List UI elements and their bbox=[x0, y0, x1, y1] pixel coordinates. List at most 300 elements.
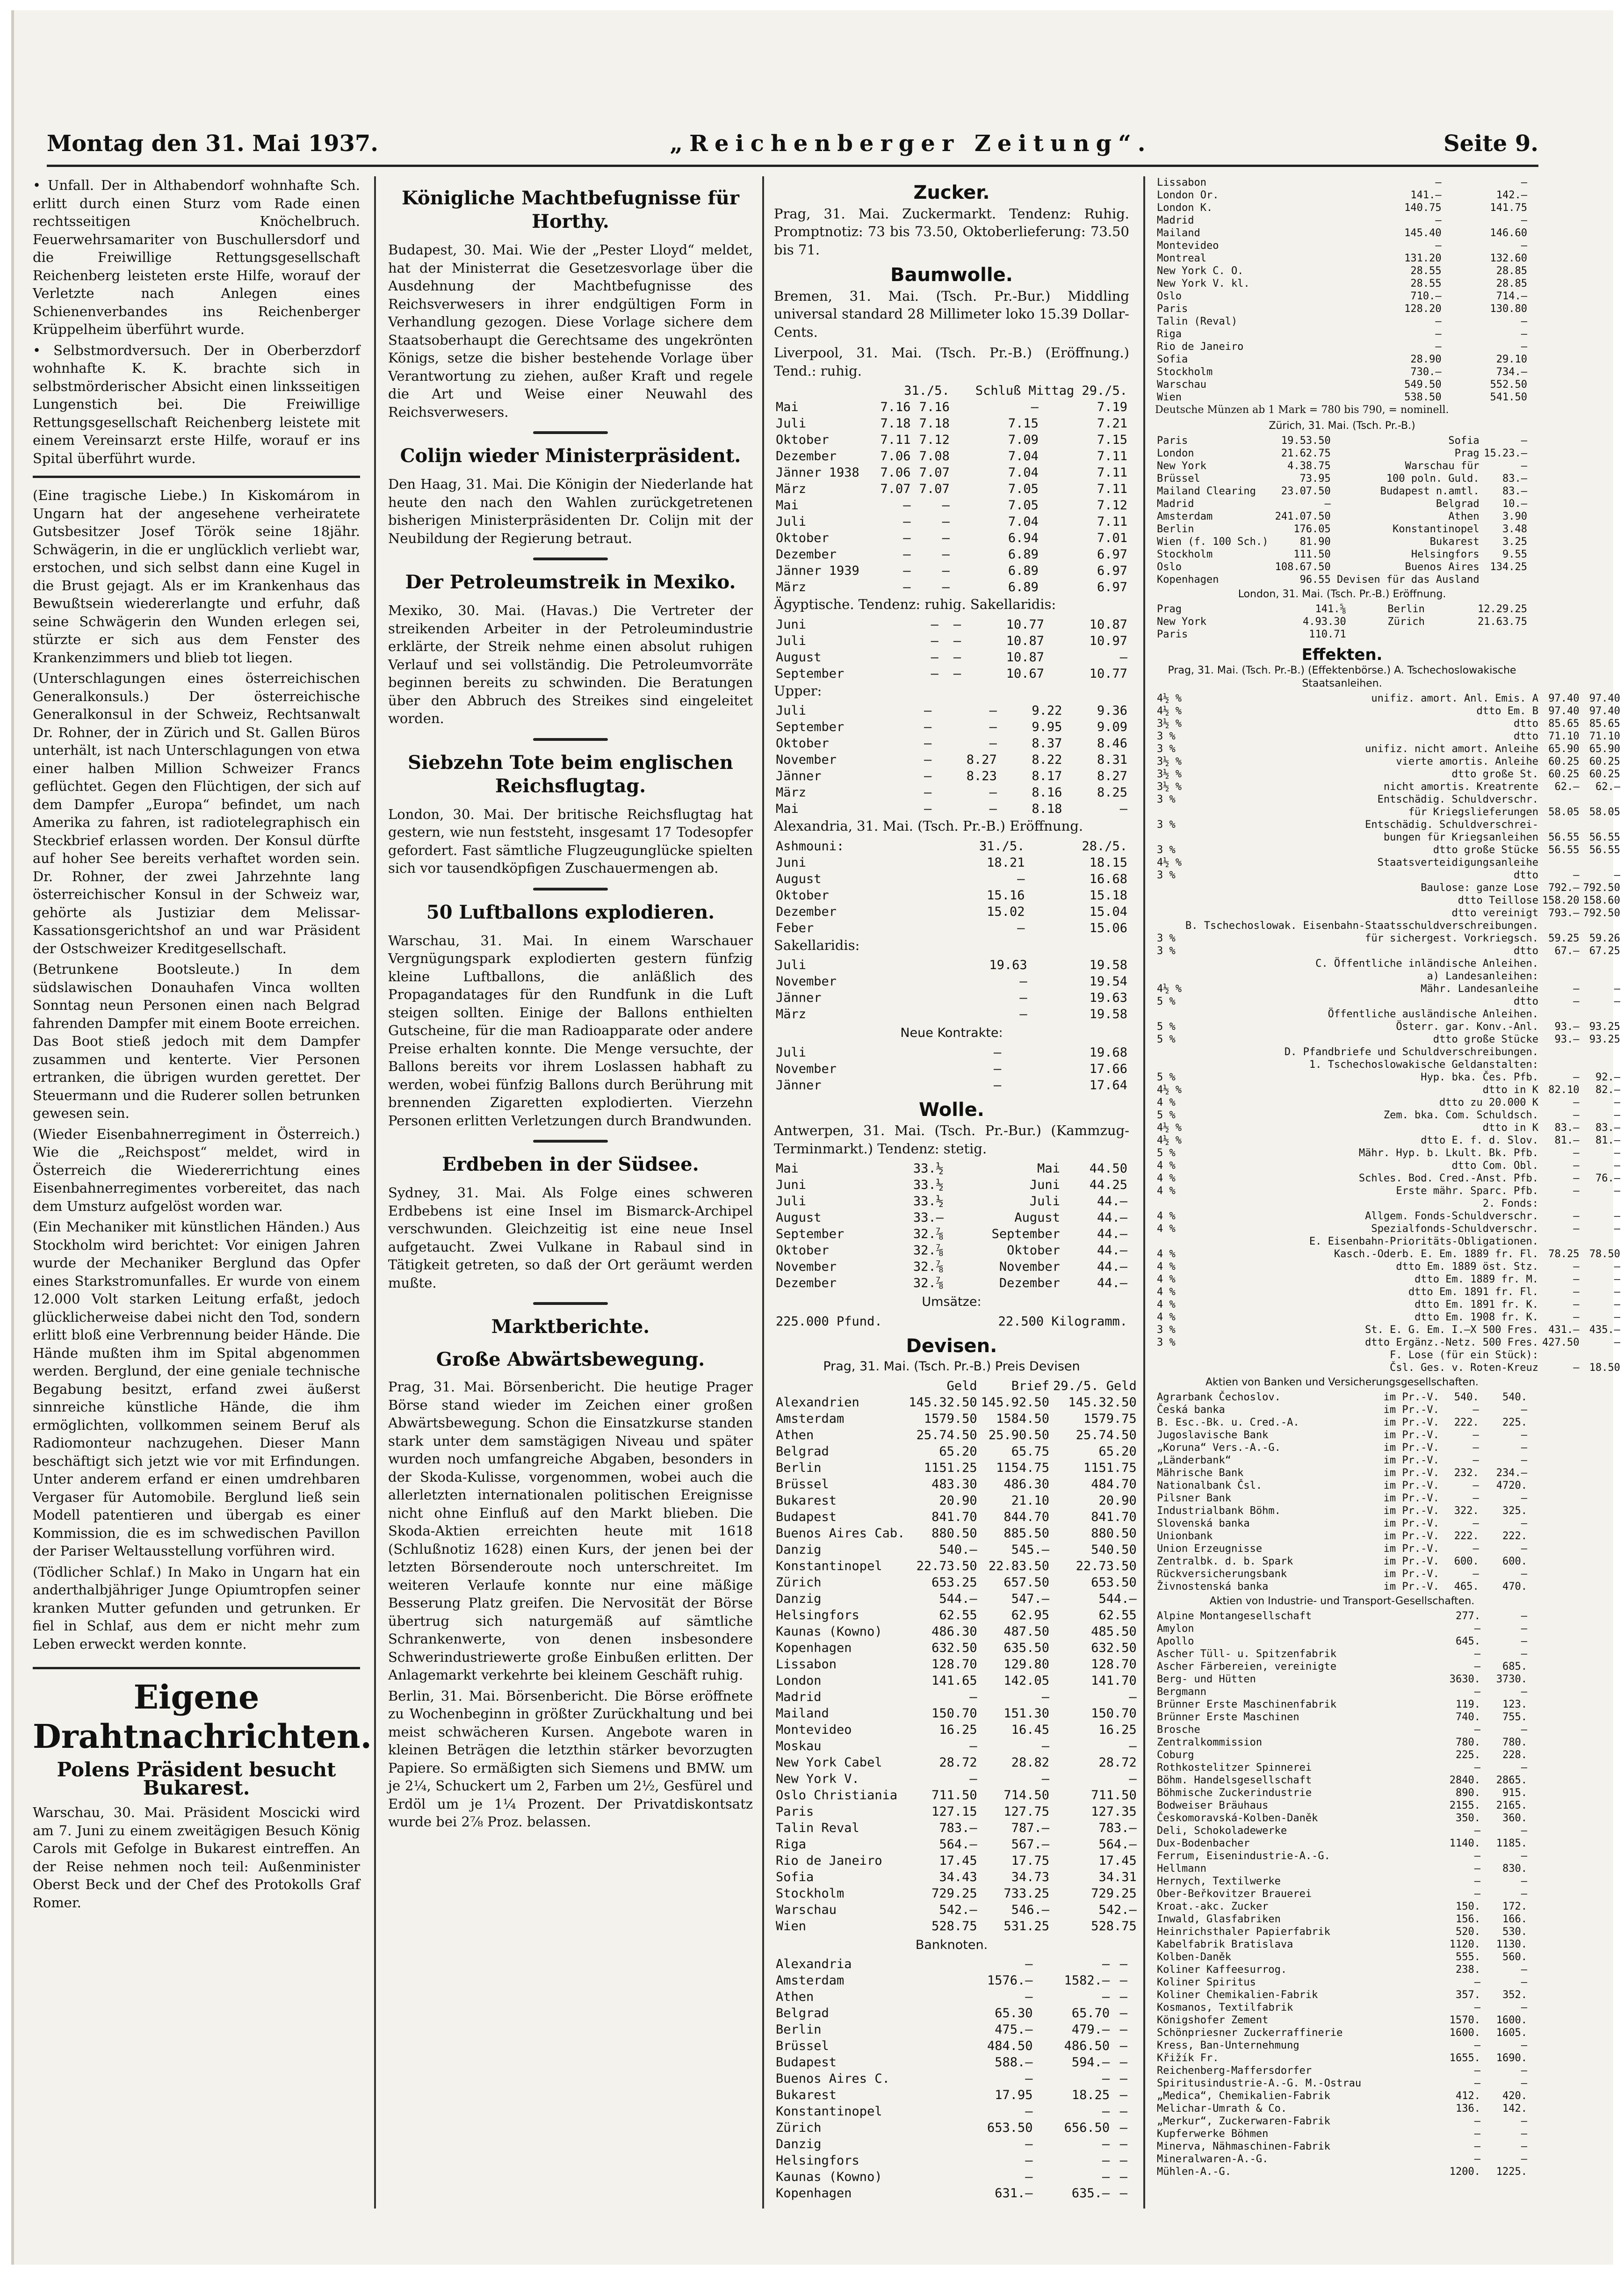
table-cell: Mährische Bank bbox=[1157, 1467, 1244, 1479]
table-cell: Helsingfors bbox=[1411, 549, 1480, 560]
table-header: 29./5. Geld bbox=[1053, 1378, 1137, 1393]
table-cell: — bbox=[1573, 1299, 1580, 1311]
table-cell: — bbox=[1041, 1738, 1049, 1753]
table-row bbox=[774, 1972, 1129, 1989]
table-row bbox=[1155, 692, 1622, 705]
table-cell: — bbox=[1474, 2153, 1480, 2165]
table-cell: 33.½ bbox=[913, 1194, 944, 1209]
table-cell: Melichar-Umrath & Co. bbox=[1157, 2103, 1287, 2115]
table-cell: 60.25 bbox=[1589, 768, 1620, 780]
table-cell: 600. bbox=[1454, 1556, 1479, 1567]
table-cell: dtto Em. 1889 fr. M. bbox=[1415, 1274, 1538, 1285]
table-cell: 7.07 bbox=[919, 465, 950, 480]
table-cell: 560. bbox=[1502, 1951, 1527, 1963]
table-cell: — bbox=[1102, 1957, 1110, 1971]
section-title-wolle: Wolle. bbox=[919, 1099, 984, 1121]
table-cell: Erste mähr. Sparc. Pfb. bbox=[1396, 1185, 1538, 1197]
table-row bbox=[1155, 1673, 1529, 1686]
table-row bbox=[1155, 239, 1529, 252]
article-eisenbahnerregiment: (Wieder Eisenbahnerregiment in Österreich.) Wie die „Reichspost“ meldet, wird in Österreich die Wiedererrichtung eines Eisenbahnerregimentes vorbereitet, das nach dem Umsturz aufgelöst worden war. bbox=[33, 1126, 360, 1214]
table-cell: Brüssel bbox=[776, 2039, 829, 2053]
table-cell bbox=[1540, 856, 1581, 869]
table-cell: 93.25 bbox=[1589, 1034, 1620, 1045]
table-cell: 172. bbox=[1502, 1901, 1527, 1912]
table-cell: 711.50 bbox=[1091, 1788, 1137, 1803]
table-row bbox=[774, 649, 1129, 666]
table-cell: 59.26 bbox=[1589, 933, 1620, 944]
table-row bbox=[1155, 447, 1529, 460]
table-row bbox=[1155, 1492, 1529, 1505]
table-row bbox=[1155, 378, 1529, 391]
table-row bbox=[774, 1918, 1139, 1934]
table-cell: — bbox=[1017, 871, 1025, 886]
table-cell: 6.89 bbox=[1008, 564, 1039, 578]
table-cell: 129.80 bbox=[1003, 1657, 1049, 1672]
table-row bbox=[1155, 1298, 1622, 1311]
table-row bbox=[1155, 265, 1529, 277]
article-prager-boerse: Prag, 31. Mai. Börsenbericht. Die heutige Prager Börse stand wieder im Zeichen einer großen Abwärtsbewegung. Schon die Einsatzkurse standen stark unter dem samstägigen Niveau und später wurden noch umfangreiche Abgaben, besonders in der Skoda-Kulisse, vorgenommen, wobei auch die allerletzten internationalen politischen Ereignisse nicht ohne Einfluß auf den Markt blieben. Die Skoda-Aktien erreichten heute mit 1618 (Schlußnotiz 1628) einen Kurs, der jenen bei der letzten Börsenderoute noch unterschreitet. Im weiteren Verlaufe konnte nur eine mäßige Besserung Platz greifen. Die Nervosität der Börse übertrug sich naturgemäß auf sämtliche Schrankenwerte, von denen insbesondere Schwerindustriewerte große Einbußen erlitten. Der Anlagemarkt verkehrte bei kleinem Geschäft ruhig. bbox=[388, 1379, 753, 1683]
table-cell bbox=[1155, 806, 1184, 818]
table-cell: 552.50 bbox=[1490, 379, 1527, 391]
table-cell: 76.— bbox=[1595, 1173, 1620, 1184]
table-cell: 7.16 bbox=[919, 400, 950, 414]
table-cell: 632.50 bbox=[1091, 1640, 1137, 1655]
table-cell: — bbox=[942, 498, 950, 513]
table-row bbox=[774, 1542, 1139, 1558]
table-cell: Oslo Christiania bbox=[776, 1788, 898, 1803]
table-row bbox=[774, 633, 1129, 649]
table-cell: 1579.75 bbox=[1083, 1411, 1137, 1426]
table-cell: 479.— bbox=[1071, 2022, 1110, 2037]
table-cell: Athen bbox=[776, 1427, 814, 1442]
table-cell: 19.68 bbox=[1089, 1045, 1127, 1060]
table-cell: im Pr.-V. bbox=[1383, 1492, 1439, 1504]
table-row bbox=[1155, 730, 1622, 743]
table-cell: 44.25 bbox=[1089, 1178, 1127, 1192]
table-cell: 657.50 bbox=[1003, 1575, 1049, 1590]
table-cell: — bbox=[1521, 1648, 1527, 1660]
table-cell: 3 % bbox=[1157, 1337, 1176, 1348]
table-cell: — bbox=[953, 633, 961, 648]
table-cell: — bbox=[1435, 341, 1442, 353]
table-cell: 4 % bbox=[1157, 1299, 1176, 1311]
table-cell: Berlin bbox=[776, 2022, 822, 2037]
table-cell: 4 % bbox=[1157, 1210, 1176, 1222]
table-cell: — bbox=[1472, 1492, 1479, 1504]
table-row bbox=[1155, 1467, 1529, 1479]
table-cell: 241.07.50 bbox=[1275, 511, 1331, 522]
table-cell: 56.55 bbox=[1548, 844, 1580, 856]
table-cell: 729.25 bbox=[1091, 1886, 1137, 1901]
table-cell: 530. bbox=[1502, 1926, 1527, 1938]
table-cell: 65.30 bbox=[995, 2006, 1033, 2021]
table-row bbox=[774, 1411, 1139, 1427]
table-cell: „Koruna“ Vers.-A.-G. bbox=[1157, 1442, 1281, 1454]
table-cell: Budapest bbox=[776, 1509, 837, 1524]
table-cell: Čsl. Ges. v. Roten-Kreuz bbox=[1390, 1362, 1538, 1374]
table-cell: 538.50 bbox=[1404, 391, 1442, 403]
table-cell: 158.60 bbox=[1583, 895, 1620, 906]
headline-erdbeben: Erdbeben in der Südsee. bbox=[442, 1153, 699, 1175]
table-cell: 17.64 bbox=[1089, 1078, 1127, 1093]
table-cell: dtto Em. 1889 öst. Stz. bbox=[1396, 1261, 1538, 1273]
table-row bbox=[1155, 1825, 1529, 1837]
newspaper-page bbox=[11, 10, 1620, 2265]
table-cell: 3630. bbox=[1449, 1673, 1480, 1685]
article-bootsleute: (Betrunkene Bootsleute.) In dem südslawischen Donauhafen Vinca wollten Sonntag neun Personen einen nach Belgrad fahrenden Dampfer mit einem Boote erreichen. Das Boot stieß jedoch mit dem Dampfer zusammen und kenterte. Vier Personen ertranken, die übrigen wurden gerettet. Der Steuermann und die Ruderer sollen betrunken gewesen sein. bbox=[33, 961, 360, 1121]
table-cell: — bbox=[1474, 1762, 1480, 1774]
table-cell: — bbox=[1521, 1876, 1527, 1887]
table-cell: — bbox=[931, 617, 938, 632]
table-cell: 4 % bbox=[1157, 1160, 1176, 1172]
table-cell: 56.55 bbox=[1589, 832, 1620, 843]
table-cell: Mähr. Landesanleihe bbox=[1421, 983, 1538, 995]
table-row bbox=[774, 2005, 1129, 2021]
table-cell: — bbox=[1472, 1518, 1479, 1529]
table-cell: Ferrum, Eisenindustrie-A.-G. bbox=[1157, 1850, 1330, 1862]
table-cell: 78.50 bbox=[1589, 1248, 1620, 1260]
table-row bbox=[774, 530, 1129, 546]
table-row bbox=[1155, 983, 1622, 995]
table-row bbox=[774, 784, 1129, 801]
table-cell: 7.19 bbox=[1097, 400, 1127, 414]
table-cell: 4 % bbox=[1157, 1097, 1176, 1108]
table-cell: 542.— bbox=[939, 1902, 977, 1917]
table-cell: 7.04 bbox=[1008, 465, 1039, 480]
table-cell: — bbox=[1019, 991, 1027, 1005]
table-row bbox=[1155, 1555, 1529, 1568]
table-row bbox=[1155, 1951, 1529, 1963]
page-header bbox=[47, 123, 1538, 167]
table-cell: Stockholm bbox=[1157, 366, 1213, 378]
table-cell: „Länderbank“ bbox=[1157, 1455, 1231, 1466]
table-cell: 9.09 bbox=[1097, 720, 1127, 734]
table-cell: 7.05 bbox=[1008, 482, 1039, 496]
table-cell: — bbox=[989, 703, 997, 718]
table-cell: 56.55 bbox=[1548, 832, 1580, 843]
table-cell: — bbox=[1521, 328, 1527, 340]
table-cell: 28.85 bbox=[1496, 278, 1527, 290]
table-cell: Spezialfonds-Schuldverschr. bbox=[1371, 1223, 1538, 1235]
table-row bbox=[1155, 1622, 1529, 1635]
table-cell bbox=[1540, 970, 1581, 983]
table-row bbox=[1155, 523, 1529, 536]
neue-kontrakte-table bbox=[774, 1044, 1129, 1094]
table-cell: 486.30 bbox=[931, 1624, 977, 1639]
table-cell: 59.25 bbox=[1548, 933, 1580, 944]
table-cell: 44.— bbox=[1097, 1260, 1127, 1274]
table-cell: Entschädig. Schuldverschr. bbox=[1377, 794, 1538, 805]
table-row bbox=[774, 1989, 1129, 2005]
table-cell: Bukarest bbox=[776, 2088, 837, 2102]
table-cell: Českomoravská-Kolben-Daněk bbox=[1157, 1812, 1318, 1824]
table-cell: — bbox=[1435, 177, 1442, 188]
banknoten-table bbox=[774, 1956, 1129, 2202]
table-cell: — bbox=[1614, 1185, 1620, 1197]
table-row bbox=[1155, 1260, 1622, 1273]
table-cell: Warschau für bbox=[1405, 460, 1480, 472]
table-cell: — bbox=[924, 736, 932, 751]
table-row bbox=[1155, 1517, 1529, 1530]
table-row bbox=[1155, 1185, 1622, 1197]
table-row bbox=[1155, 214, 1529, 227]
table-cell: Sofia bbox=[776, 1869, 814, 1884]
table-cell: 85.65 bbox=[1589, 718, 1620, 730]
liverpool-table bbox=[774, 383, 1129, 595]
table-row bbox=[774, 2103, 1129, 2120]
table-row bbox=[1155, 1799, 1529, 1812]
devisen-table bbox=[774, 1378, 1139, 1934]
table-row bbox=[1155, 1147, 1622, 1159]
table-cell: 1154.75 bbox=[996, 1460, 1049, 1475]
table-cell: November bbox=[776, 974, 837, 989]
table-cell: 3 % bbox=[1157, 844, 1176, 856]
table-cell: dtto große St. bbox=[1451, 768, 1538, 780]
table-cell: 225. bbox=[1455, 1749, 1480, 1761]
table-cell bbox=[1155, 1046, 1184, 1058]
table-cell: 128.70 bbox=[931, 1657, 977, 1672]
table-cell: 3 % bbox=[1157, 794, 1176, 805]
table-cell: 10.— bbox=[1502, 498, 1527, 510]
table-row bbox=[1155, 1686, 1529, 1698]
table-cell: 44.— bbox=[1097, 1210, 1127, 1225]
table-cell: 792.— bbox=[1548, 882, 1580, 894]
table-cell: Kaunas (Kowno) bbox=[776, 2170, 882, 2184]
table-cell: 16.45 bbox=[1011, 1722, 1049, 1737]
table-cell: dtto bbox=[1513, 869, 1538, 881]
table-cell: 62.— bbox=[1595, 781, 1620, 793]
table-row bbox=[774, 546, 1129, 563]
table-cell: 108.67.50 bbox=[1275, 561, 1331, 573]
table-cell: Jänner 1939 bbox=[776, 564, 859, 578]
table-cell: 4 % bbox=[1157, 1173, 1176, 1184]
table-cell bbox=[1540, 1349, 1581, 1362]
table-row bbox=[1155, 1391, 1529, 1404]
table-cell: — bbox=[1324, 498, 1331, 510]
table-cell: — bbox=[1521, 2115, 1527, 2127]
table-cell: Oktober bbox=[776, 736, 829, 751]
table-cell: — bbox=[1119, 2055, 1127, 2070]
table-cell: 357. bbox=[1455, 1989, 1480, 2001]
table-cell: Jugoslavische Bank bbox=[1157, 1429, 1269, 1441]
table-cell: — bbox=[1521, 240, 1527, 252]
table-cell: 783.— bbox=[1098, 1820, 1137, 1835]
table-cell: 546.— bbox=[1011, 1902, 1049, 1917]
table-cell: — bbox=[903, 580, 911, 594]
table-cell: 1225. bbox=[1496, 2166, 1527, 2178]
table-row bbox=[1155, 1648, 1529, 1660]
table-cell: 28.72 bbox=[1098, 1755, 1137, 1770]
table-cell: 140.75 bbox=[1404, 202, 1442, 214]
table-cell: 740. bbox=[1455, 1711, 1480, 1723]
table-row bbox=[1155, 1989, 1529, 2001]
table-cell: 3730. bbox=[1496, 1673, 1527, 1685]
table-cell: Heinrichsthaler Papierfabrik bbox=[1157, 1926, 1330, 1938]
table-cell: New York C. O. bbox=[1157, 265, 1244, 277]
table-cell: 483.30 bbox=[931, 1477, 977, 1492]
table-row bbox=[1155, 945, 1622, 957]
table-cell: 15.06 bbox=[1089, 920, 1127, 935]
table-cell: — bbox=[1435, 215, 1442, 226]
section-title-devisen: Devisen. bbox=[906, 1335, 997, 1357]
table-cell: 127.35 bbox=[1091, 1804, 1137, 1819]
table-cell: 7.01 bbox=[1097, 531, 1127, 545]
table-cell: 1151.25 bbox=[924, 1460, 977, 1475]
table-cell: — bbox=[1474, 2040, 1480, 2051]
table-cell: dtto Em. 1908 fr. K. bbox=[1415, 1311, 1538, 1323]
table-cell: Agrarbank Čechoslov. bbox=[1157, 1391, 1281, 1403]
table-row bbox=[774, 1259, 1129, 1275]
table-cell: — bbox=[1102, 1990, 1110, 2004]
table-cell: 4 % bbox=[1157, 1311, 1176, 1323]
table-row bbox=[774, 1836, 1139, 1853]
table-cell: — bbox=[924, 703, 932, 718]
table-row bbox=[1155, 1349, 1622, 1362]
table-cell: Konstantinopel bbox=[1393, 523, 1480, 535]
table-cell: Mähr. Hyp. b. Lkult. Bk. Pfb. bbox=[1358, 1147, 1538, 1159]
table-row bbox=[1155, 995, 1622, 1008]
table-cell: 3 % bbox=[1157, 869, 1176, 881]
table-row bbox=[774, 1607, 1139, 1623]
table-cell: — bbox=[1019, 974, 1027, 989]
table-cell: — bbox=[1521, 435, 1527, 447]
table-cell: 166. bbox=[1502, 1913, 1527, 1925]
article-tragische-liebe: (Eine tragische Liebe.) In Kiskomárom in Ungarn hat der angesehene verheiratete Gutsbesitzer Josef Török seine 18jähr. Schwägerin, in die er unglücklich verliebt war, erstochen, und sich selbst dann eine Kugel in die Brust gejagt. Als er im Krankenhaus das Bewußtsein wiedererlangte und erfuhr, daß seine Schwägerin den Wunden erlegen sei, stürzte er sich aus dem Fenster des Krankenzimmers und blieb tot liegen. bbox=[33, 487, 360, 666]
table-cell: „Medica“, Chemikalien-Fabrik bbox=[1157, 2090, 1330, 2102]
table-cell: 67.— bbox=[1554, 945, 1580, 957]
table-cell: 714.— bbox=[1496, 290, 1527, 302]
table-cell: dtto E. f. d. Slov. bbox=[1421, 1135, 1538, 1146]
table-cell: 528.75 bbox=[931, 1919, 977, 1934]
table-cell: Dezember bbox=[776, 547, 837, 562]
table-cell: Berg- und Hütten bbox=[1157, 1673, 1256, 1685]
table-cell: Bukarest bbox=[776, 1493, 837, 1508]
table-cell: Oktober bbox=[776, 888, 829, 903]
table-row bbox=[774, 1705, 1139, 1722]
table-cell: Athen bbox=[776, 1990, 814, 2004]
table-cell: London bbox=[776, 1673, 822, 1688]
table-cell: März bbox=[776, 482, 807, 496]
table-row bbox=[1155, 2014, 1529, 2027]
table-cell: 564.— bbox=[1098, 1837, 1137, 1852]
table-cell: — bbox=[1474, 1876, 1480, 1887]
table-cell: 322. bbox=[1454, 1505, 1479, 1517]
table-cell: — bbox=[1102, 2137, 1110, 2151]
table-cell: — bbox=[989, 785, 997, 800]
table-cell: Juli bbox=[776, 958, 807, 972]
table-row bbox=[1155, 1774, 1529, 1787]
table-cell: — bbox=[1472, 1543, 1479, 1555]
table-cell: 141.— bbox=[1410, 189, 1442, 201]
table-cell: — bbox=[1435, 316, 1442, 327]
table-cell: 4720. bbox=[1496, 1480, 1527, 1492]
table-cell: Hyp. bka. Čes. Pfb. bbox=[1421, 1072, 1538, 1083]
table-cell: Paris bbox=[776, 1804, 814, 1819]
table-cell: Amsterdam bbox=[776, 1411, 844, 1426]
table-row bbox=[1155, 1109, 1622, 1122]
column-commodities bbox=[774, 176, 1137, 2209]
table-cell: 9.95 bbox=[1032, 720, 1062, 734]
table-cell: Bergmann bbox=[1157, 1686, 1206, 1698]
table-row bbox=[774, 1738, 1139, 1754]
table-row bbox=[1155, 328, 1529, 340]
table-cell: Stockholm bbox=[776, 1886, 844, 1901]
table-row bbox=[774, 1077, 1129, 1094]
table-cell: Kaunas (Kowno) bbox=[776, 1624, 882, 1639]
table-cell: 7.16 bbox=[880, 400, 911, 414]
table-cell: 7.18 bbox=[880, 416, 911, 431]
table-cell: — bbox=[1521, 1442, 1527, 1454]
table-row bbox=[1155, 844, 1622, 856]
london-heading: London, 31. Mai. (Tsch. Pr.-B.) Eröffnung. bbox=[1238, 588, 1446, 600]
table-cell: 23.07.50 bbox=[1281, 485, 1331, 497]
table-cell: 710.— bbox=[1410, 290, 1442, 302]
table-body bbox=[1155, 176, 1529, 404]
table-cell: — bbox=[1521, 2065, 1527, 2077]
table-cell: 65.75 bbox=[1011, 1444, 1049, 1459]
table-cell: — bbox=[1521, 2141, 1527, 2152]
table-cell: 19.53.50 bbox=[1281, 435, 1331, 447]
table-cell: Juli bbox=[776, 633, 807, 648]
table-cell: Alpine Montangesellschaft bbox=[1157, 1610, 1312, 1622]
table-header bbox=[774, 383, 873, 399]
table-row bbox=[1155, 1286, 1622, 1298]
table-cell: — bbox=[1102, 2153, 1110, 2168]
table-cell: Amsterdam bbox=[1157, 511, 1213, 522]
table-row bbox=[1155, 176, 1529, 189]
table-cell: 1. Tschechoslowakische Geldanstalten: bbox=[1309, 1059, 1538, 1071]
table-cell: — bbox=[924, 720, 932, 734]
table-cell: — bbox=[1129, 1738, 1137, 1753]
table-cell: Bodweiser Bräuhaus bbox=[1157, 1800, 1269, 1811]
bank-aktien-table bbox=[1155, 1391, 1529, 1593]
table-row bbox=[774, 1689, 1139, 1705]
table-cell: — bbox=[1573, 1311, 1580, 1323]
table-cell: — bbox=[989, 736, 997, 751]
table-cell: 145.32.50 bbox=[909, 1395, 977, 1410]
table-row bbox=[1155, 1660, 1529, 1673]
table-cell: Ascher Färbereien, vereinigte bbox=[1157, 1661, 1337, 1673]
table-cell: 7.21 bbox=[1097, 416, 1127, 431]
table-row bbox=[1155, 781, 1622, 793]
table-cell: Rückversicherungsbank bbox=[1157, 1568, 1287, 1580]
table-cell: 85.65 bbox=[1548, 718, 1580, 730]
table-cell: Berlin bbox=[776, 1460, 822, 1475]
section-title-baumwolle: Baumwolle. bbox=[890, 264, 1013, 286]
table-cell: Reichenberg-Maffersdorfer bbox=[1157, 2065, 1312, 2077]
table-cell: 352. bbox=[1502, 1989, 1527, 2001]
table-cell: — bbox=[1474, 2141, 1480, 2152]
table-cell: 60.25 bbox=[1548, 768, 1580, 780]
table-cell: 3½ % bbox=[1157, 768, 1182, 780]
table-cell: — bbox=[1521, 2002, 1527, 2013]
table-row bbox=[774, 1525, 1139, 1542]
table-row bbox=[1155, 1362, 1622, 1374]
table-row bbox=[774, 1754, 1139, 1771]
column-world-news bbox=[388, 176, 753, 2209]
table-cell: 427.50 bbox=[1542, 1337, 1580, 1348]
table-cell: 8.31 bbox=[1097, 753, 1127, 767]
table-cell: — bbox=[1474, 1977, 1480, 1988]
table-row bbox=[1155, 806, 1622, 818]
table-cell: 18.25 bbox=[1071, 2088, 1110, 2102]
bremen-report: Bremen, 31. Mai. (Tsch. Pr.-Bur.) Middling universal standard 28 Millimeter loko 15.39 Dollar-Cents. bbox=[774, 288, 1129, 340]
headline-abwaertsbewegung: Große Abwärtsbewegung. bbox=[436, 1348, 705, 1370]
table-cell: 58.05 bbox=[1548, 806, 1580, 818]
table-cell: unifiz. nicht amort. Anleihe bbox=[1365, 743, 1538, 755]
table-cell: — bbox=[1521, 1686, 1527, 1698]
table-cell: — bbox=[1119, 650, 1127, 665]
